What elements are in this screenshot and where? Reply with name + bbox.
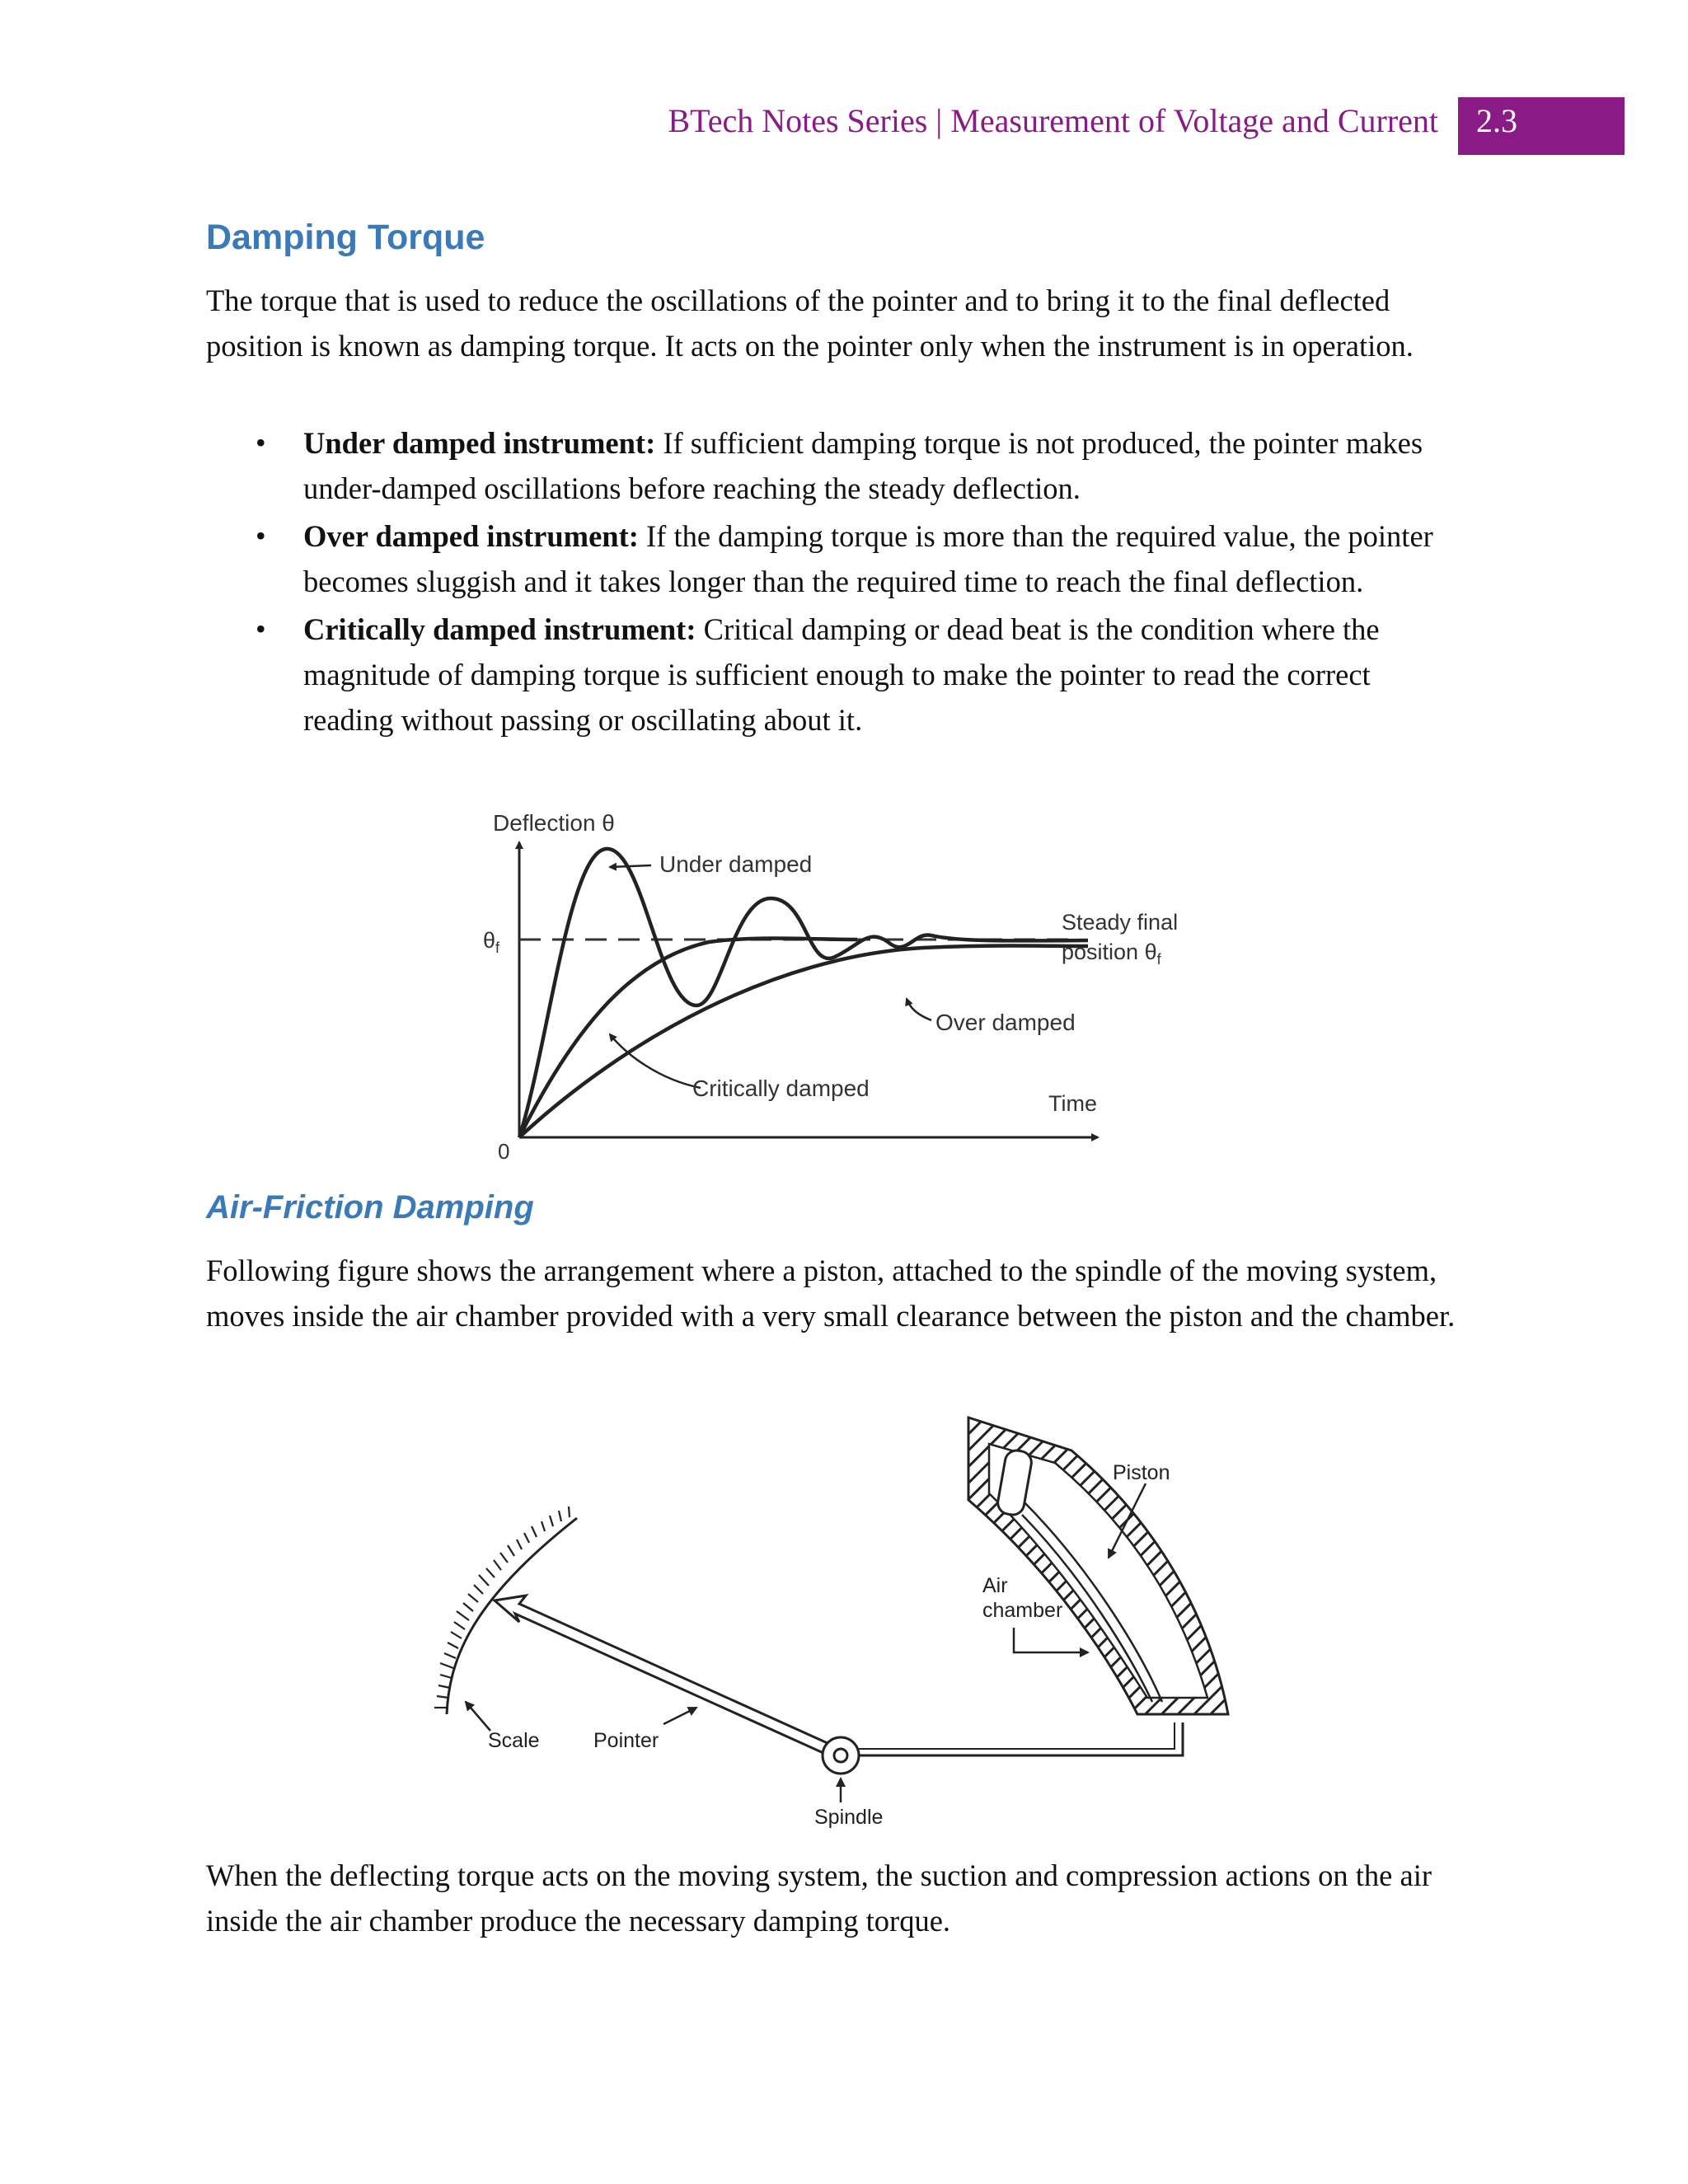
subsection-heading: Air-Friction Damping xyxy=(206,1189,534,1226)
steady-final-label: Steady final xyxy=(1062,910,1179,935)
pointer-arrow xyxy=(663,1708,696,1724)
critically-damped-label: Critically damped xyxy=(692,1076,870,1101)
bullet-icon: • xyxy=(256,519,266,552)
scale-label: Scale xyxy=(488,1729,540,1752)
list-item xyxy=(206,513,1459,604)
connecting-rod-inner xyxy=(859,1722,1175,1749)
spindle-label: Spindle xyxy=(814,1806,884,1829)
damping-types-list xyxy=(206,420,1459,745)
under-damped-arrow xyxy=(610,865,651,867)
air-friction-damping-diagram xyxy=(429,1401,1269,1838)
bullet-text: Critical damping or dead beat is the condition where the magnitude of damping torque is sufficient enough to make the pointer to read the correct reading without passing or oscillating about it. xyxy=(303,612,1380,737)
bullet-icon: • xyxy=(256,612,266,645)
damping-response-diagram xyxy=(462,808,1220,1170)
bullet-text: If the damping torque is more than the required value, the pointer becomes sluggish and it takes longer than the required time to reach the final deflection. xyxy=(303,519,1433,598)
critically-damped-arrow xyxy=(610,1034,701,1088)
subsection-paragraph: Following figure shows the arrangement where a piston, attached to the spindle of the moving system, moves inside the air chamber provided with a very small clearance between the piston and the chamber. xyxy=(206,1254,1456,1333)
air-chamber-arrow xyxy=(1014,1628,1088,1652)
steady-position-label: position $\theta_f$ xyxy=(1062,940,1161,968)
intro-paragraph: The torque that is used to reduce the oscillations of the pointer and to bring it to the final deflected position is known as damping torque. It acts on the pointer only when the instrument is in operation. xyxy=(206,284,1414,363)
bullet-term: Over damped instrument: xyxy=(303,519,639,553)
list-item xyxy=(206,420,1459,511)
page-number-badge: 2.3 xyxy=(1458,97,1625,155)
under-damped-label: Under damped xyxy=(659,851,813,877)
bullet-text: If sufficient damping torque is not produced, the pointer makes under-damped oscillations before reaching the steady deflection. xyxy=(303,426,1423,505)
list-item xyxy=(206,607,1459,743)
bullet-term: Critically damped instrument: xyxy=(303,612,696,646)
closing-paragraph: When the deflecting torque acts on the moving system, the suction and compression actions on the air inside the air chamber produce the necessary damping torque. xyxy=(206,1858,1432,1938)
running-header-title: BTech Notes Series | Measurement of Voltage and Current xyxy=(668,102,1438,139)
theta-f-label: $\theta_f$ xyxy=(483,928,500,956)
bullet-icon: • xyxy=(256,426,266,459)
connecting-rod xyxy=(859,1722,1183,1755)
pointer xyxy=(495,1596,837,1757)
bullet-term: Under damped instrument: xyxy=(303,426,656,460)
over-damped-curve xyxy=(519,946,1088,1138)
over-damped-arrow xyxy=(907,999,931,1020)
air-label: Air xyxy=(982,1574,1008,1597)
x-axis-label: Time xyxy=(1048,1091,1097,1116)
over-damped-label: Over damped xyxy=(935,1010,1076,1035)
piston-label: Piston xyxy=(1113,1461,1170,1484)
section-heading: Damping Torque xyxy=(206,218,485,257)
scale-arrow xyxy=(466,1702,490,1731)
pointer-label: Pointer xyxy=(593,1729,659,1752)
y-axis-label: Deflection θ xyxy=(493,810,615,836)
spindle-inner xyxy=(834,1749,847,1762)
origin-label: 0 xyxy=(498,1139,510,1164)
chamber-label: chamber xyxy=(982,1599,1063,1622)
